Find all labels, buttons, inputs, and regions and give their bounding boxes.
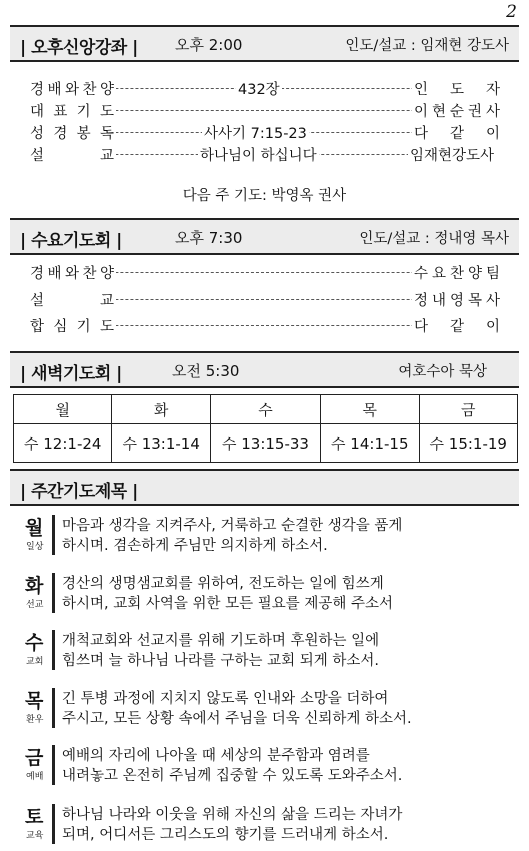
prayer-text (62, 689, 412, 729)
prayer-line: 되며, 어디서든 그리스도의 향기를 드러내게 하소서. (62, 827, 389, 843)
prayer-day: 금 (25, 747, 44, 769)
afternoon-row-scripture (30, 122, 500, 142)
wednesday-leader: 인도/설교 : 정내영 목사 (359, 231, 509, 247)
prayer-line: 내려놓고 온전히 주님께 집중할 수 있도록 도와주소서. (62, 768, 403, 784)
prayer-line: 예배의 자리에 나아올 때 세상의 분주함과 염려를 (62, 748, 370, 764)
row-label: 대 표 기 도 (30, 100, 116, 121)
prayer-item (22, 573, 502, 615)
prayer-day: 화 (25, 575, 44, 597)
prayer-day: 월 (25, 517, 44, 539)
wednesday-header (10, 218, 519, 255)
table-header-cell: 목 (321, 395, 419, 424)
dawn-time: 오전 5:30 (172, 362, 240, 380)
table-header-row (14, 395, 518, 424)
wednesday-row-sermon (30, 289, 500, 309)
dawn-header (10, 351, 519, 388)
prayer-line: 주시고, 모든 상황 속에서 주님을 더욱 신뢰하게 하소서. (62, 711, 412, 727)
dawn-schedule-table (13, 394, 518, 463)
row-label: 합 심 기 도 (30, 315, 116, 336)
prayer-topic: 일상 (26, 542, 44, 552)
prayer-line: 경산의 생명샘교회를 위하여, 전도하는 일에 힘쓰게 (62, 576, 384, 592)
row-middle: 432장 (236, 78, 282, 99)
prayer-line: 하시며. 겸손하게 주님만 의지하게 하소서. (62, 538, 328, 554)
prayer-item (22, 804, 502, 846)
prayer-item (22, 745, 502, 787)
row-right: 임재현강도사 (408, 144, 500, 165)
prayer-line: 마음과 생각을 지켜주사, 거룩하고 순결한 생각을 품게 (62, 518, 403, 534)
prayer-day: 목 (25, 690, 44, 712)
table-row (14, 424, 518, 463)
afternoon-row-sermon (30, 144, 500, 164)
prayer-topic: 예배 (26, 772, 44, 782)
prayer-topic: 교회 (26, 657, 44, 667)
wednesday-time: 오후 7:30 (175, 229, 243, 247)
prayer-text (62, 516, 402, 556)
prayer-item (22, 688, 502, 730)
wednesday-row-praise (30, 262, 500, 282)
prayer-item (22, 630, 502, 672)
divider (52, 573, 55, 613)
row-label: 성 경 봉 독 (30, 122, 116, 143)
row-right: 이 현 순 권 사 (412, 100, 500, 121)
prayer-line: 하나님 나라와 이웃을 위해 자신의 삶을 드리는 자녀가 (62, 807, 403, 823)
wednesday-title: | 수요기도회 | (20, 231, 122, 251)
dawn-theme: 여호수아 묵상 (398, 364, 487, 380)
prayer-topic: 교육 (26, 831, 44, 841)
prayer-item (22, 515, 502, 557)
table-cell: 수 12:1-24 (14, 424, 112, 463)
row-right: 수 요 찬 양 팀 (412, 262, 500, 283)
weekly-prayer-header (10, 469, 519, 506)
row-label: 설 교 (30, 144, 116, 165)
divider (52, 804, 55, 844)
row-right: 다 같 이 (412, 315, 500, 336)
table-header-cell: 화 (112, 395, 210, 424)
table-cell: 수 13:1-14 (112, 424, 210, 463)
next-week-prayer: 다음 주 기도: 박영옥 권사 (182, 188, 347, 204)
prayer-line: 하시며, 교회 사역을 위한 모든 필요를 제공해 주소서 (62, 596, 394, 612)
table-header-cell: 월 (14, 395, 112, 424)
row-label: 경 배 와 찬 양 (30, 262, 116, 283)
afternoon-row-prayer (30, 100, 500, 120)
afternoon-header (10, 25, 519, 62)
prayer-text (62, 805, 402, 845)
prayer-line: 긴 투병 과정에 지치지 않도록 인내와 소망을 더하여 (62, 691, 389, 707)
prayer-line: 힘쓰며 늘 하나님 나라를 구하는 교회 되게 하소서. (62, 653, 380, 669)
row-middle: 사사기 7:15-23 (202, 122, 309, 143)
afternoon-leader: 인도/설교 : 임재현 강도사 (345, 38, 509, 54)
table-cell: 수 14:1-15 (321, 424, 419, 463)
divider (52, 515, 55, 555)
prayer-topic: 환우 (26, 715, 44, 725)
page-number: 2 (506, 2, 517, 22)
prayer-text (62, 574, 393, 614)
table-cell: 수 13:15-33 (210, 424, 320, 463)
row-middle: 하나님이 하십니다 (198, 144, 319, 165)
table-header-cell: 금 (419, 395, 518, 424)
row-right: 다 같 이 (412, 122, 500, 143)
prayer-day: 토 (25, 806, 44, 828)
afternoon-title: | 오후신앙강좌 | (20, 38, 138, 58)
divider (52, 745, 55, 785)
row-right: 정 내 영 목 사 (412, 289, 500, 310)
weekly-prayer-title: | 주간기도제목 | (20, 482, 138, 502)
table-cell: 수 15:1-19 (419, 424, 518, 463)
divider (52, 688, 55, 728)
afternoon-row-praise (30, 78, 500, 98)
row-label: 설 교 (30, 289, 116, 310)
dawn-title: | 새벽기도회 | (20, 364, 122, 384)
wednesday-row-prayer (30, 315, 500, 335)
prayer-topic: 선교 (26, 600, 44, 610)
prayer-line: 개척교회와 선교지를 위해 기도하며 후원하는 일에 (62, 633, 380, 649)
prayer-day: 수 (25, 632, 44, 654)
prayer-text (62, 631, 379, 671)
afternoon-time: 오후 2:00 (175, 36, 243, 54)
divider (52, 630, 55, 670)
table-header-cell: 수 (210, 395, 320, 424)
row-label: 경 배 와 찬 양 (30, 78, 116, 99)
prayer-text (62, 746, 402, 786)
row-right: 인 도 자 (412, 78, 500, 99)
